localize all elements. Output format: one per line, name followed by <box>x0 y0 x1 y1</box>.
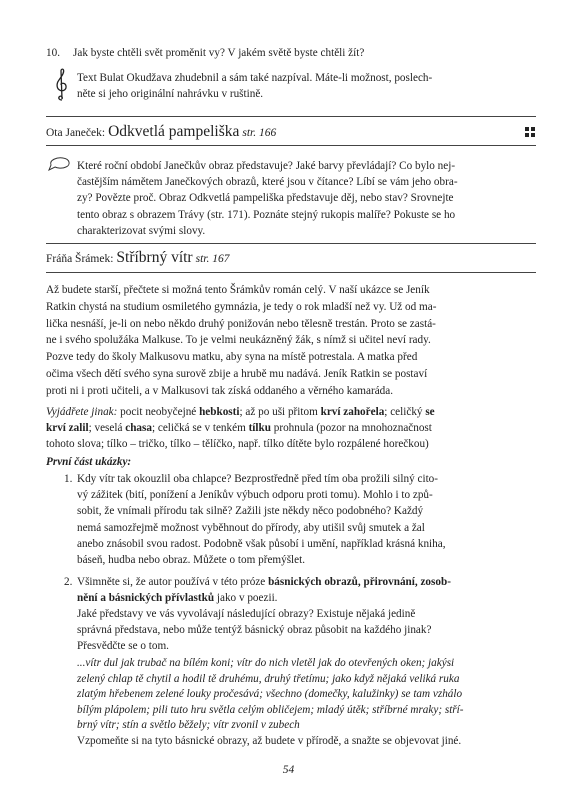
four-squares-icon <box>525 127 535 137</box>
express-term: tílku <box>248 422 271 434</box>
section-page-ref: str. 167 <box>195 253 230 265</box>
item-2-line: správná představa, nebo může tentýž básnický obraz působit na každého jinak? <box>77 624 432 637</box>
quote-line: ...vítr dul jak trubač na bílém koni; vítr do nich vletěl jak do otevřených oken; jakýsi <box>77 657 455 669</box>
speech-bubble-icon <box>47 156 73 172</box>
question-10-number: 10. <box>46 47 60 59</box>
express-term: krví zahořela <box>320 406 385 418</box>
section1-line: Které roční období Janečkův obraz představuje? Jaké barvy převládají? Co bylo nej- <box>77 160 456 172</box>
treble-clef-icon <box>55 68 69 102</box>
music-note-line-2: něte si jeho originální nahrávku v ruštině. <box>77 88 264 100</box>
item-2-text: jako v poezii. <box>214 592 278 604</box>
intro-line: proti ni i proti učiteli, a v Malkusovi tak získá oddaného a věrného kamaráda. <box>46 384 394 397</box>
express-label: Vyjádřete jinak: <box>46 406 118 418</box>
express-term: chasa <box>125 422 152 434</box>
intro-line: očima všech dětí svého syna surově zbije a hrubě mu nadává. Jeník Ratkin se postaví <box>46 368 428 380</box>
intro-line: Ratkin chystá na studium osmiletého gymnázia, je tedy o rok mladší než vy. Už od ma- <box>46 300 437 313</box>
quote-line: bílým plápolem; pili tuto hru světla celým obličejem; mladý útěk; stříbrné mraky; stří- <box>77 703 464 716</box>
intro-line: lička nesnáší, je-li on nebo někdo druhý ponižován nebo tělesně trestán. Proto se zastá- <box>46 317 436 330</box>
section-author: Ota Janeček: <box>46 127 106 139</box>
express-text: ; veselá <box>88 422 126 434</box>
section-divider <box>46 272 536 273</box>
item-2-line: Přesvědčte se o tom. <box>77 640 169 653</box>
express-line-3: tohoto slova; tílko – tričko, tílko – tělíčko, např. tílko dítěte bylo rozpálené horečkou) <box>46 438 429 450</box>
express-term: hebkosti <box>199 406 240 418</box>
section-heading-sramek <box>46 249 535 267</box>
intro-line: ne i svého spolužáka Malkuse. To je velmi neukázněný žák, s nímž si učitel neví rady. <box>46 334 431 347</box>
item-2-line-1 <box>77 574 536 590</box>
item-2-text: Všimněte si, že autor používá v této próze <box>77 576 269 588</box>
express-term: se <box>425 406 435 418</box>
express-line-2 <box>46 420 536 436</box>
item-2-term: nění a básnických přívlastků <box>77 592 215 604</box>
quote-line: zlatým hřebenem zelené louky pročesává; všechno (domečky, kalužinky) se tam vzhálo <box>77 688 463 701</box>
item-1-line: Kdy vítr tak okouzlil oba chlapce? Bezprostředně před tím oba prožili silný cito- <box>77 473 438 485</box>
item-1-line: anebo znásobil svou radost. Podobně však působí i umění, například krásná kniha, <box>77 537 446 550</box>
section1-line: charakterizovat svými slovy. <box>77 224 206 237</box>
express-term: krví zalil <box>46 422 89 434</box>
express-text: pocit neobyčejné <box>117 406 200 418</box>
section-heading-janecek <box>46 123 535 141</box>
express-text: prohnula (pozor na mnohoznačnost <box>270 422 432 434</box>
section-divider <box>46 243 536 244</box>
page-number: 54 <box>282 764 295 776</box>
section-divider <box>46 116 536 117</box>
quote-line: brný vítr; stín a světlo běžely; vítr zvonil v zubech <box>77 719 300 732</box>
section1-line: zy? Povězte proč. Obraz Odkvetlá pampeliška představuje děj, nebo stav? Srovnejte <box>77 192 454 205</box>
item-1-line: báseň, hudba nebo obraz. Můžete o tom přemýšlet. <box>77 554 306 566</box>
part-heading: První část ukázky: <box>46 456 132 468</box>
item-2-line: Jaké představy ve vás vyvolávají následující obrazy? Existuje nějaká jedině <box>77 608 416 620</box>
express-line-1 <box>46 404 536 420</box>
item-2-term: básnických obrazů, přirovnání, zosob- <box>268 576 451 588</box>
question-10-text: Jak byste chtěli svět proměnit vy? V jakém světě byste chtěli žít? <box>73 47 365 59</box>
item-2-number: 2. <box>64 576 73 588</box>
music-note-line-1: Text Bulat Okudžava zhudebnil a sám také nazpíval. Máte-li možnost, poslech- <box>77 72 433 84</box>
item-1-line: vý zážitek (bití, ponížení a Jeníkův výbuch odporu proti tomu). Mohlo i to způ- <box>77 489 433 502</box>
express-text: ; až po uši přitom <box>239 406 321 418</box>
section-page-ref: str. 166 <box>242 127 277 139</box>
section1-line: tento obraz s obrazem Trávy (str. 171). Poznáte stejný rukopis malíře? Pokuste se ho <box>77 208 456 221</box>
express-text: ; celičká se v tenkém <box>151 422 249 434</box>
section-title: Stříbrný vítr <box>116 249 193 266</box>
item-2-last-line: Vzpomeňte si na tyto básnické obrazy, až budete v přírodě, a snažte se objevovat jiné. <box>77 735 462 747</box>
section1-line: častějším námětem Janečkových obrazů, které jsou v čítance? Líbí se vám jeho obra- <box>77 176 458 189</box>
item-1-line: sobit, že vnímali přírodu tak silně? Zažili jste někdy něco podobného? Každý <box>77 505 424 518</box>
item-1-line: nemá samozřejmě možnost vyběhnout do přírody, aby utišil svůj smutek a žal <box>77 521 425 534</box>
section-author: Fráňa Šrámek: <box>46 253 114 265</box>
intro-line: Až budete starší, přečtete si možná tento Šrámkův román celý. V naší ukázce se Jeník <box>46 284 430 296</box>
section-divider <box>46 145 536 146</box>
section-title: Odkvetlá pampeliška <box>108 123 240 140</box>
quote-line: zelený chlap tě chytil a hodil tě druhému, druhý třetímu; jako když nějaká veliká ruka <box>77 672 460 685</box>
intro-line: Pozve tedy do školy Malkusovu matku, aby syna na místě potrestala. A matka před <box>46 351 418 364</box>
item-1-number: 1. <box>64 473 73 485</box>
item-2-line-2 <box>77 590 536 606</box>
express-text: ; celičký <box>384 406 426 418</box>
